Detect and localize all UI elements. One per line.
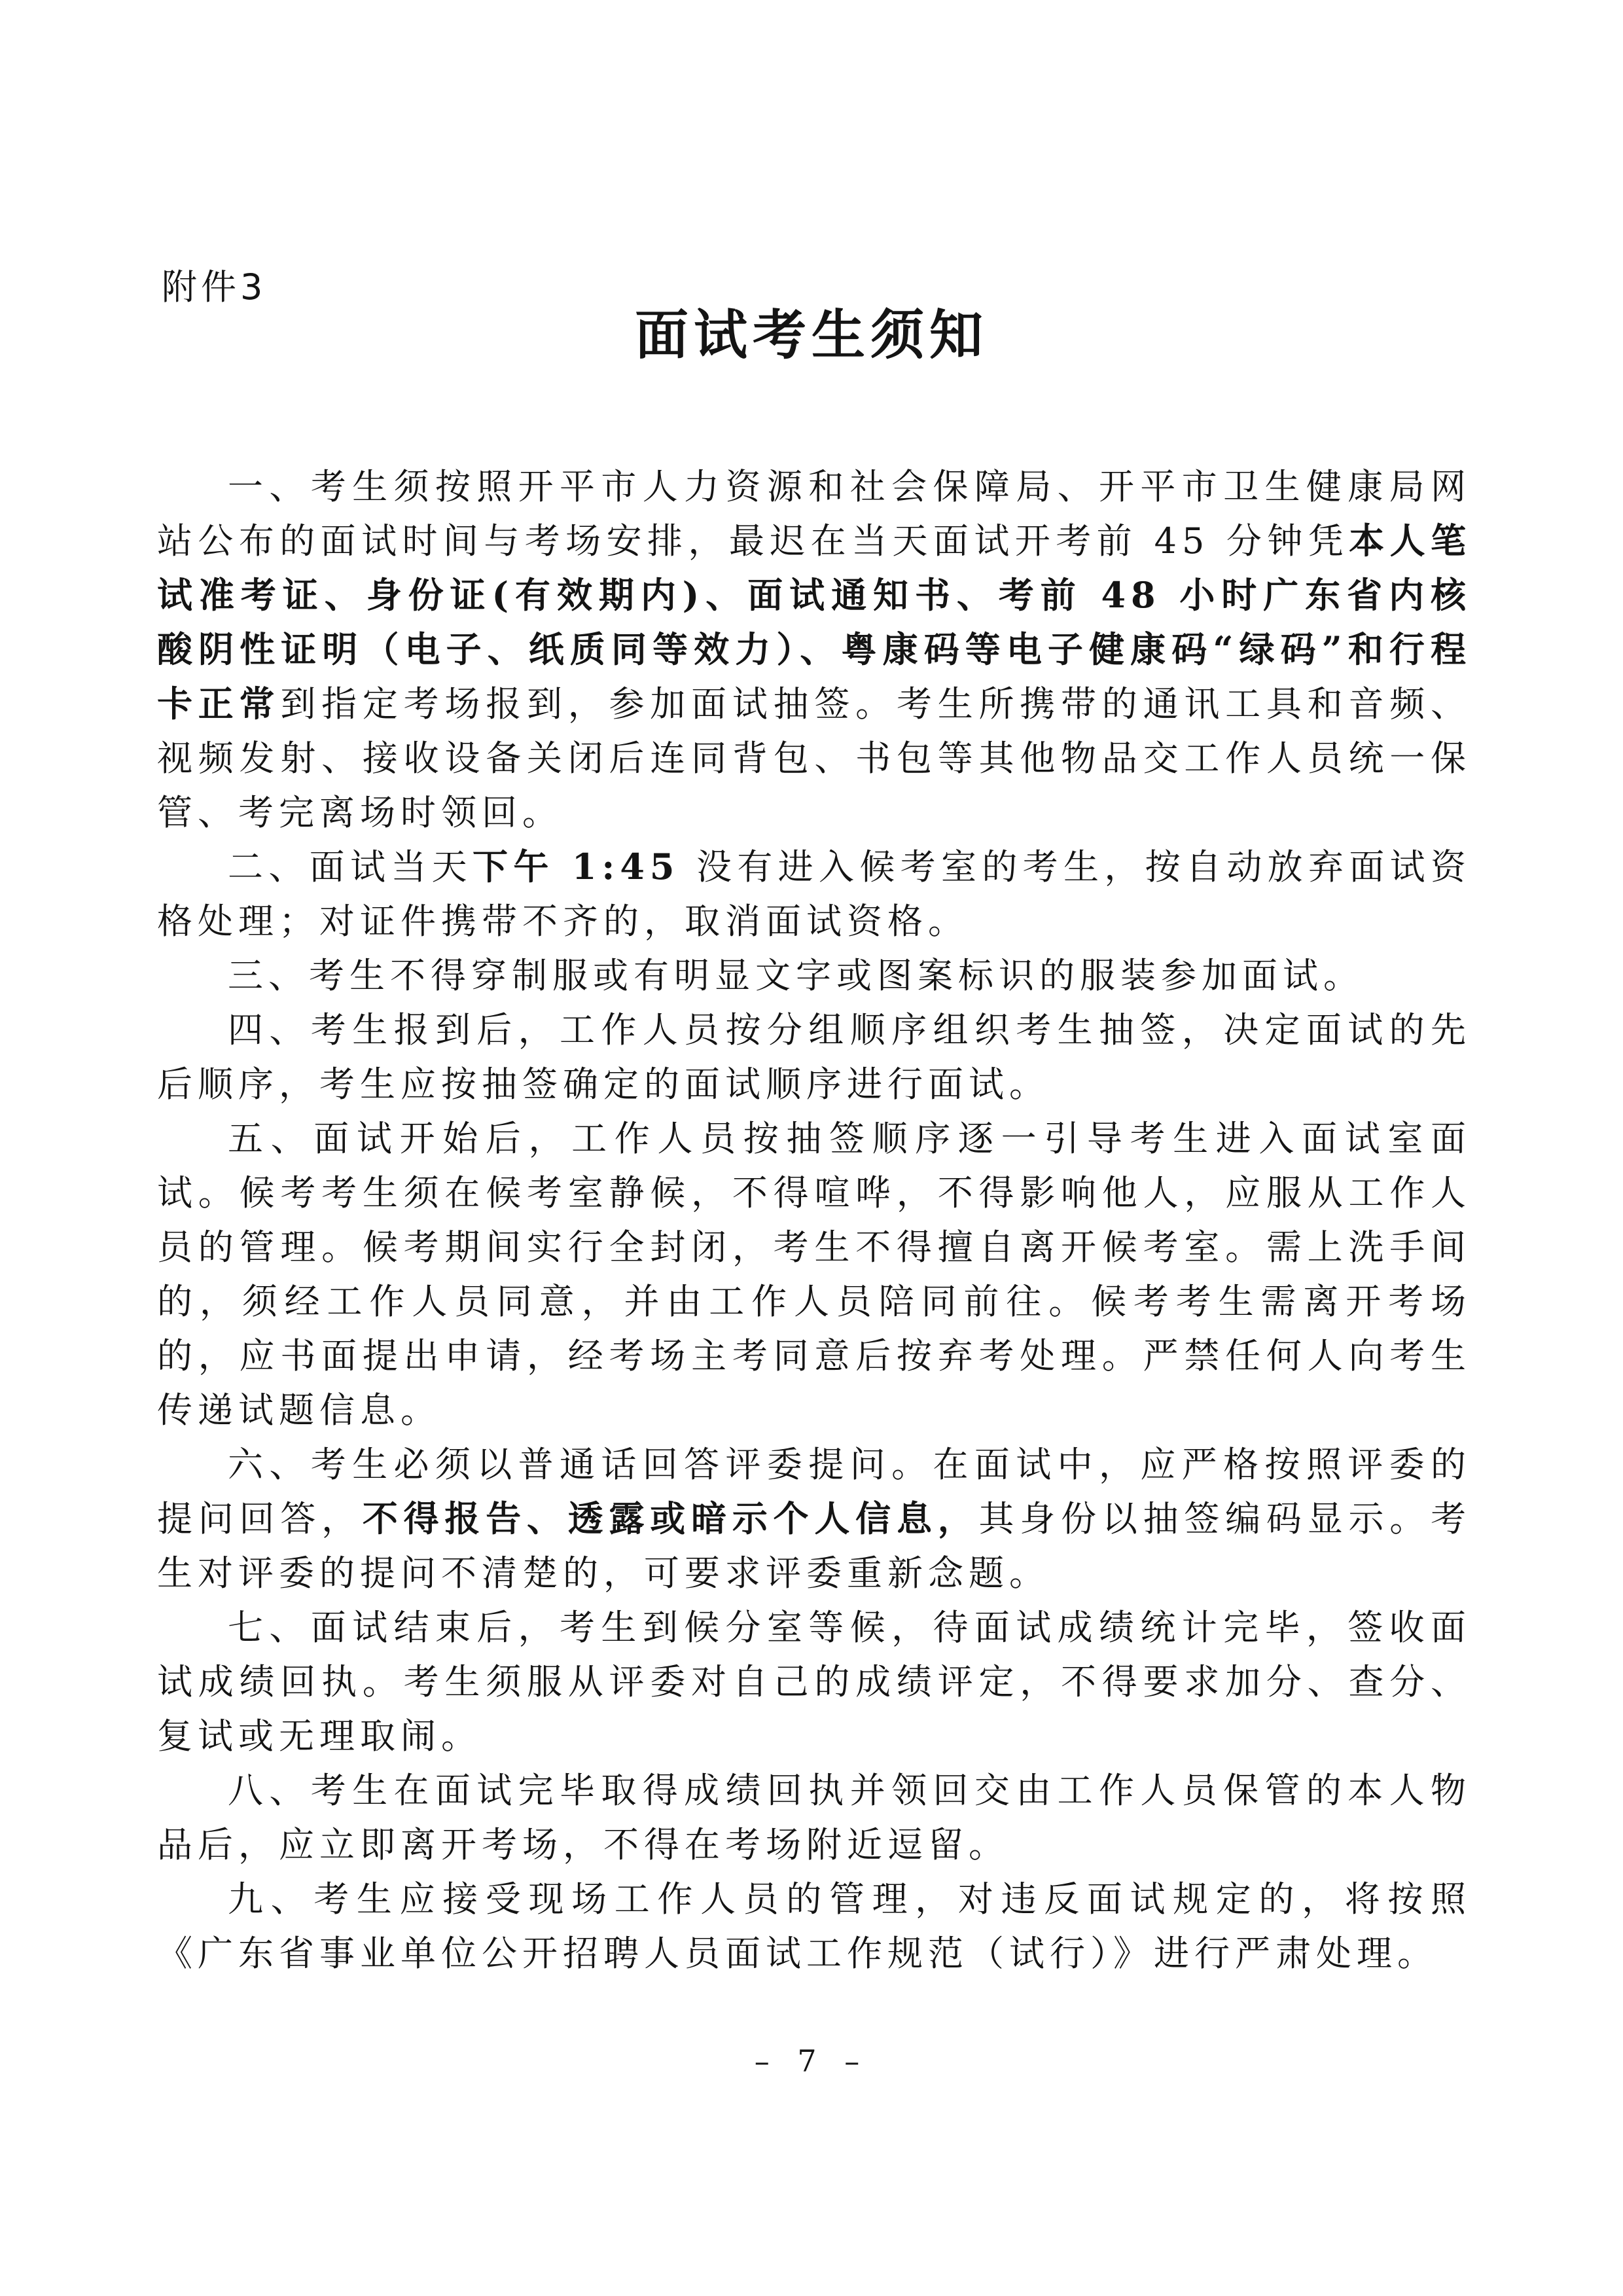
page-number: – 7 – [754,2043,869,2079]
paragraph [157,1003,1471,1111]
text-run: 五、面试开始后，工作人员按抽签顺序逐一引导考生进入面试室面试。候考考生须在候考室静候，不得喧哗，不得影响他人，应服从工作人员的管理。候考期间实行全封闭，考生不得擅自离开候考室。需上洗手间的，须经工作人员同意，并由工作人员陪同前往。候考考生需离开考场的，应书面提出申请，经考场主考同意后按弃考处理。严禁任何人向考生传递试题信息。 [157,1118,1471,1431]
document-body [157,459,1471,1981]
text-run: 一、考生须按照开平市人力资源和社会保障局、开平市卫生健康局网站公布的面试时间与考场安排，最迟在当天面试开考前 45 分钟凭 [157,466,1471,562]
text-run: 二、面试当天 [228,846,473,888]
bold-text-run: 本人笔试准考证、身份证(有效期内)、面试通知书、考前 48 小时广东省内核酸阴性证明（电子、纸质同等效力）、粤康码等电子健康码“绿码”和行程卡正常 [157,520,1472,725]
paragraph [157,1437,1471,1600]
paragraph [157,840,1471,948]
text-run: 到指定考场报到，参加面试抽签。考生所携带的通讯工具和音频、视频发射、接收设备关闭后连同背包、书包等其他物品交工作人员统一保管、考完离场时领回。 [157,683,1472,833]
bold-text-run: 下午 1:45 [473,846,680,888]
text-run: 四、考生报到后，工作人员按分组顺序组织考生抽签，决定面试的先后顺序，考生应按抽签确定的面试顺序进行面试。 [157,1009,1471,1105]
paragraph [157,1763,1471,1872]
text-run: 三、考生不得穿制服或有明显文字或图案标识的服装参加面试。 [228,955,1364,996]
paragraph [157,1872,1471,1981]
paragraph [157,1111,1471,1437]
attachment-label: 附件3 [162,266,267,308]
page-title: 面试考生须知 [634,304,988,367]
paragraph [157,459,1471,840]
text-run: 六、考生必须以普通话回答评委提问。在面试中，应严格按照评委的提问回答， [157,1444,1471,1539]
paragraph [157,1600,1471,1763]
text-run: 其身份以抽签编码显示。考生对评委的提问不清楚的，可要求评委重新念题。 [157,1498,1472,1594]
text-run: 八、考生在面试完毕取得成绩回执并领回交由工作人员保管的本人物品后，应立即离开考场，不得在考场附近逗留。 [157,1770,1471,1865]
bold-text-run: 不得报告、透露或暗示个人信息， [362,1498,979,1539]
paragraph [157,948,1471,1003]
text-run: 九、考生应接受现场工作人员的管理，对违反面试规定的，将按照《广东省事业单位公开招聘人员面试工作规范（试行）》进行严肃处理。 [157,1878,1471,1974]
text-run: 没有进入候考室的考生，按自动放弃面试资格处理；对证件携带不齐的，取消面试资格。 [157,846,1472,942]
text-run: 七、面试结束后，考生到候分室等候，待面试成绩统计完毕，签收面试成绩回执。考生须服从评委对自己的成绩评定，不得要求加分、查分、复试或无理取闹。 [157,1607,1471,1757]
